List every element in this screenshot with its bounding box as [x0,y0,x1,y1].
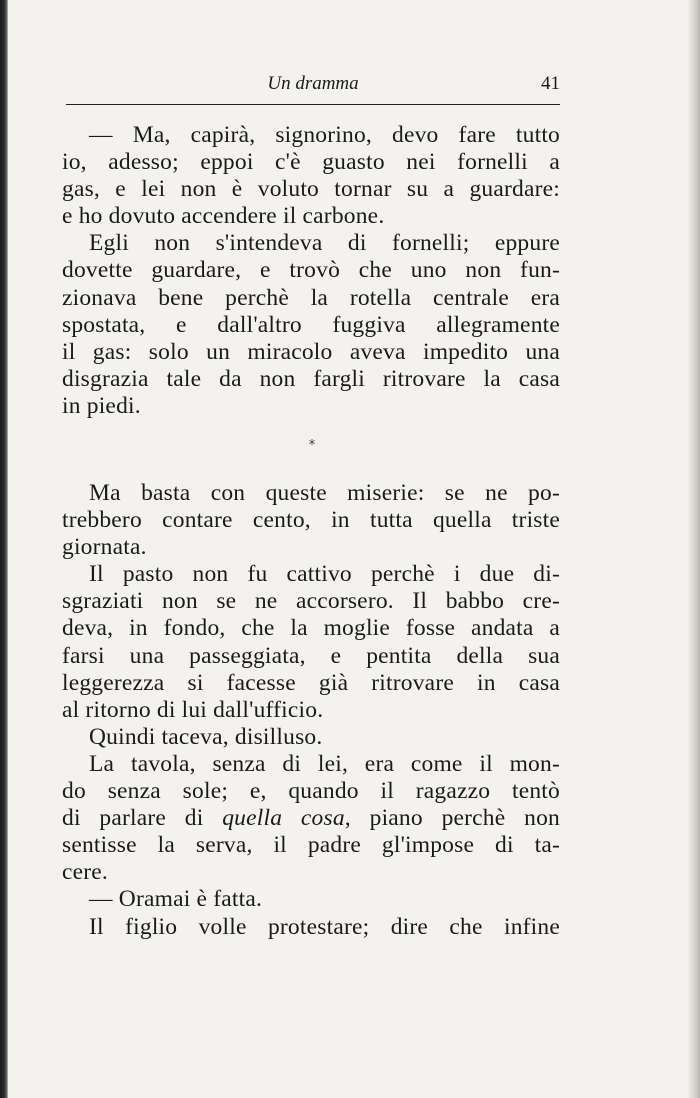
text-line: in piedi. [62,392,141,419]
text-line: il gas: solo un miracolo aveva impedito una [62,338,560,365]
italic-phrase: quella cosa [222,805,345,832]
text-line: sgraziati non se ne accorsero. Il babbo cre- [62,588,560,615]
text-line: zionava bene perchè la rotella centrale era [62,284,560,311]
text-line: e ho dovuto accendere il carbone. [62,203,385,230]
running-title: Un dramma [267,73,359,94]
text-section-1 [62,122,560,420]
text-line: Quindi taceva, disilluso. [89,723,323,750]
text-line: dovette guardare, e trovò che uno non fun- [62,257,560,284]
text-line: Ma basta con queste miserie: se ne po- [89,480,560,506]
text-line: cere. [62,859,108,886]
page-number: 41 [541,73,560,94]
text-line: sentisse la serva, il padre gl'impose di ta- [62,832,560,859]
page-right-edge [688,0,700,1098]
text-line: — Ma, capirà, signorino, devo fare tutto [89,122,560,148]
text-line: La tavola, senza di lei, era come il mon- [89,750,560,777]
text-line: io, adesso; eppoi c'è guasto nei fornelli a [62,149,560,176]
text-line: disgrazia tale da non fargli ritrovare la casa [62,365,560,392]
text-line: leggerezza si facesse già ritrovare in casa [62,669,560,696]
text-line: — Oramai è fatta. [89,886,263,913]
text-line-with-italic [62,805,560,832]
text-run: di parlare di [62,805,223,832]
text-line: trebbero contare cento, in tutta quella triste [62,507,560,534]
section-separator-asterisk: * [308,438,316,453]
text-line: farsi una passeggiata, e pentita della sua [62,642,560,669]
text-line: Egli non s'intendeva di fornelli; eppure [89,230,560,257]
text-line: deva, in fondo, che la moglie fosse andata a [62,615,560,642]
text-line: Il figlio volle protestare; dire che infine [89,913,560,940]
running-head [66,70,560,100]
text-line: Il pasto non fu cattivo perchè i due di- [89,561,560,588]
text-line: al ritorno di lui dall'ufficio. [62,696,324,723]
text-line: do senza sole; e, quando il ragazzo tentò [62,778,560,805]
text-line: gas, e lei non è voluto tornar su a guardare: [62,176,560,203]
text-line: spostata, e dall'altro fuggiva allegramente [62,311,560,338]
page-binding-edge [0,0,8,1098]
text-line: giornata. [62,534,147,561]
text-section-2 [62,480,560,941]
header-rule [66,104,560,105]
text-run: , piano perchè non [344,805,560,832]
